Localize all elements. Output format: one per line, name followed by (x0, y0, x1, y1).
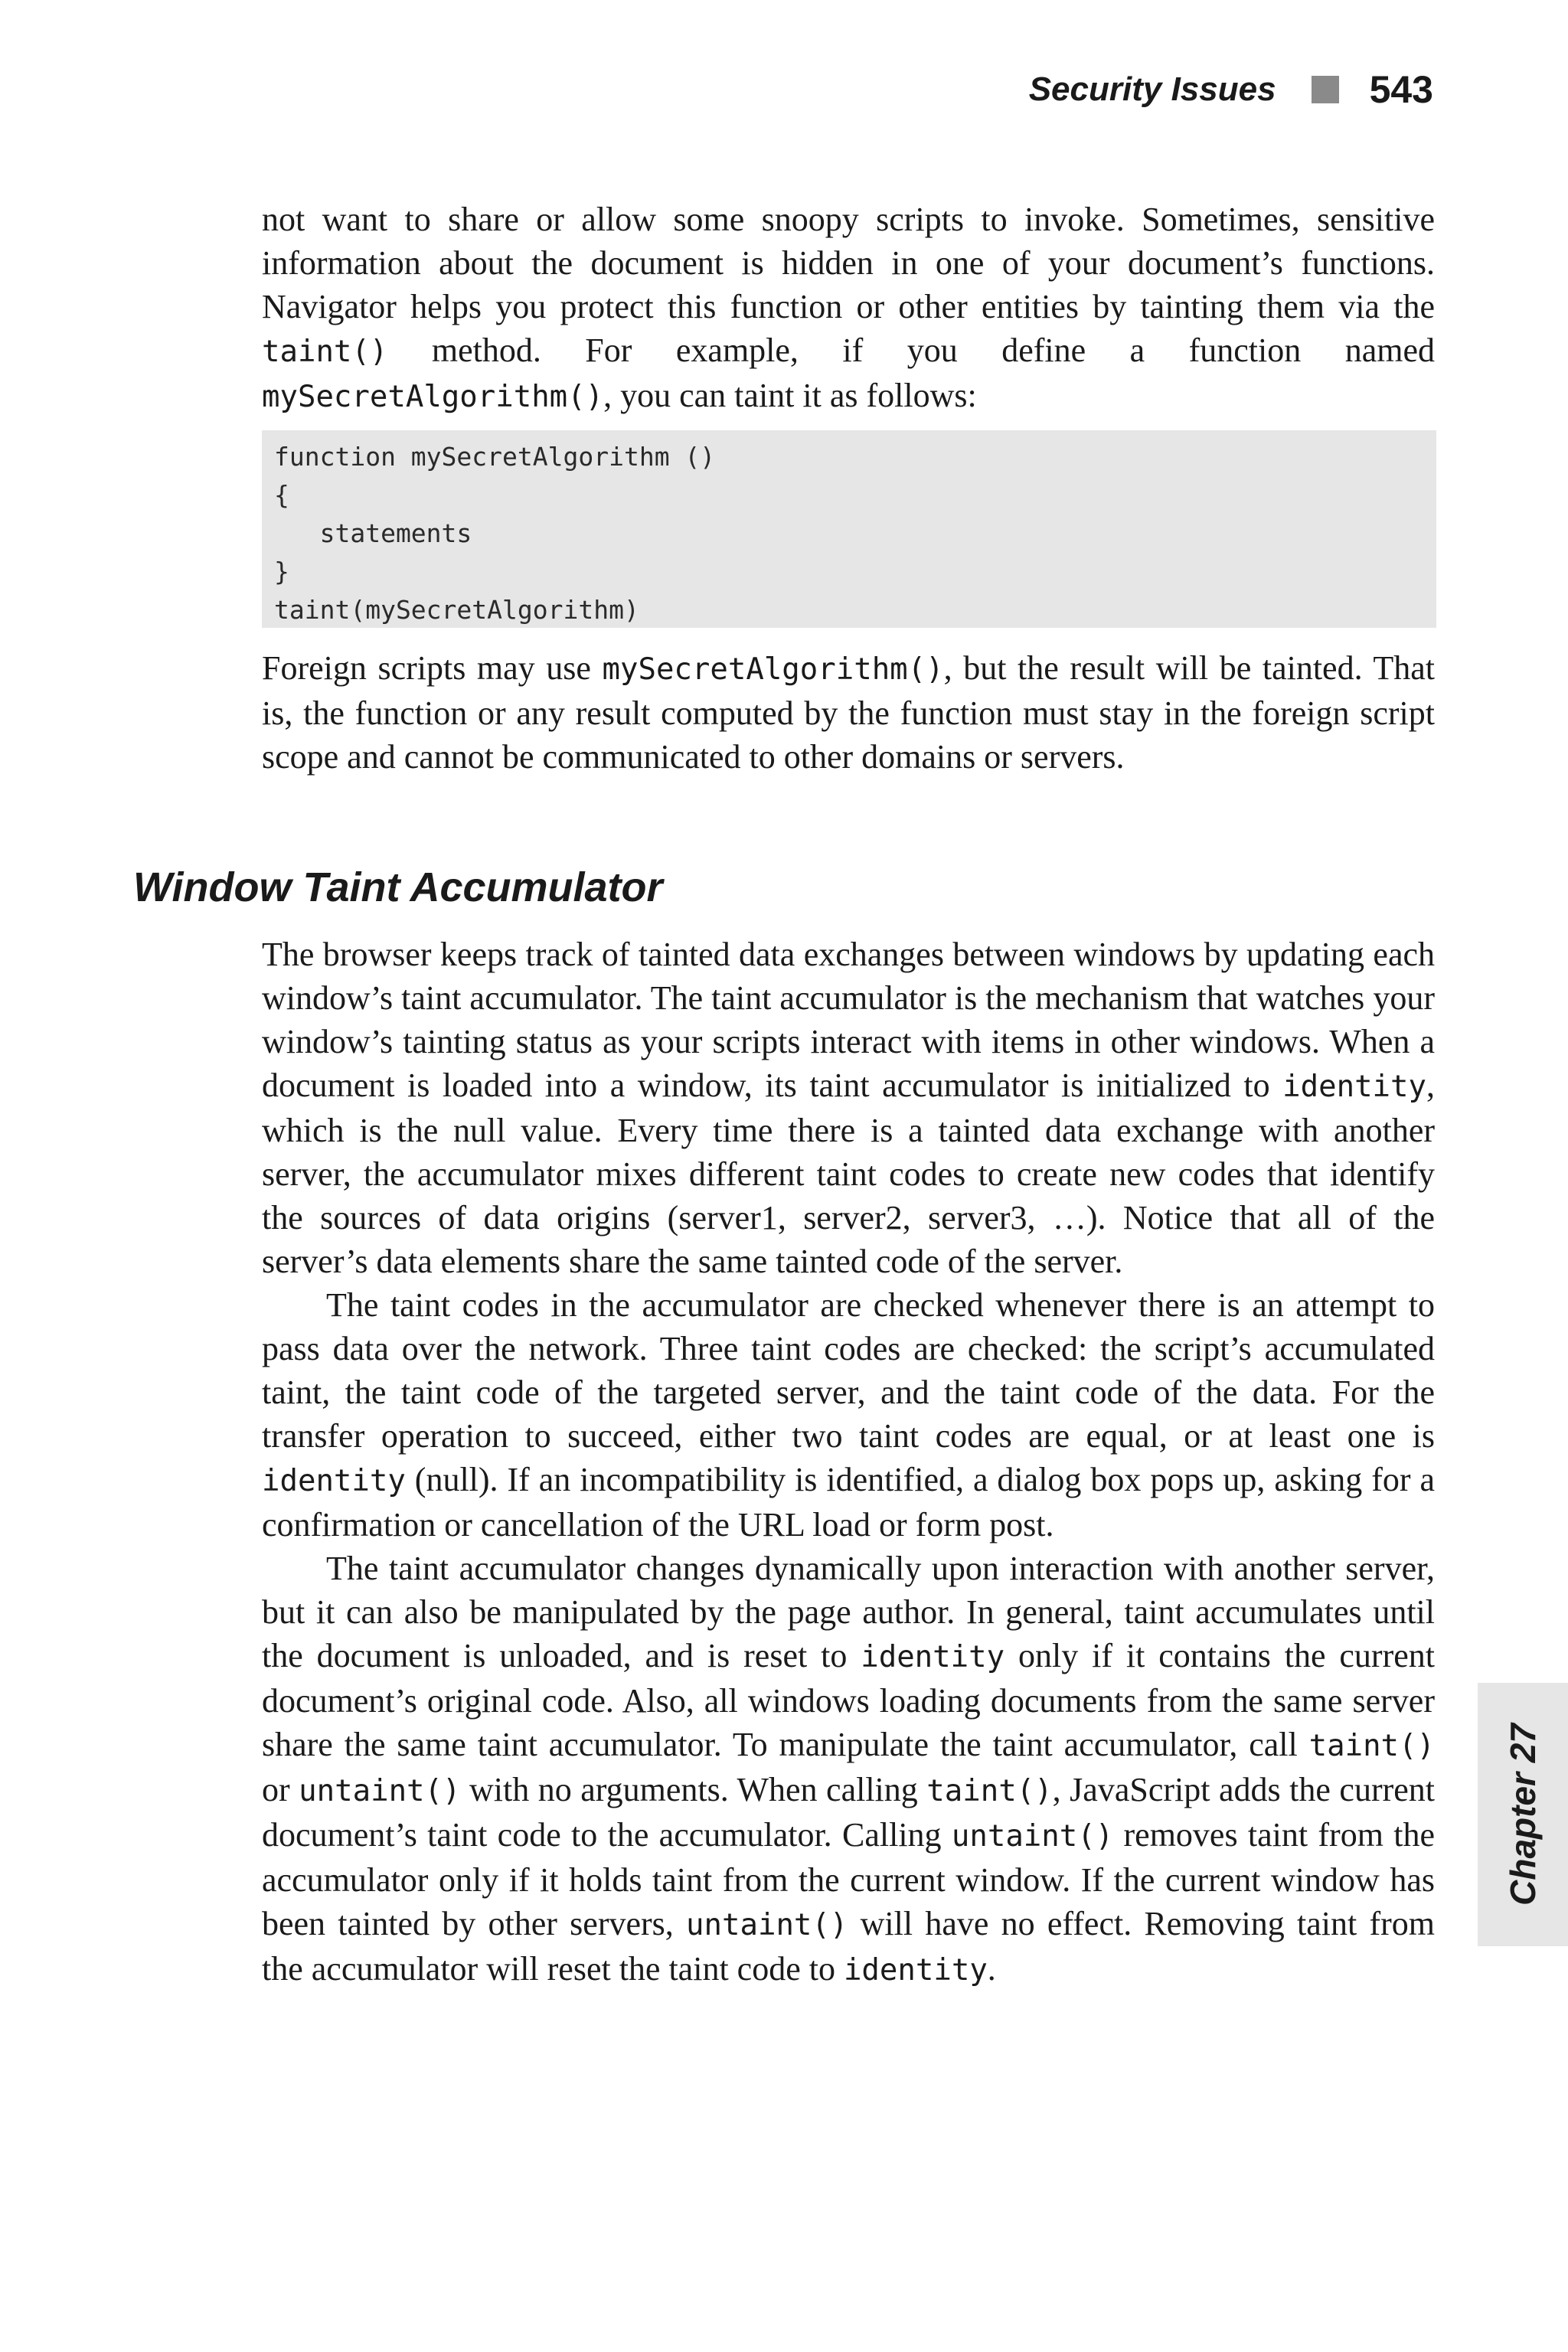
chapter-tab (1478, 1683, 1568, 1946)
code-listing (262, 430, 1436, 628)
code-line: } (274, 557, 289, 586)
inline-code: untaint() (951, 1819, 1114, 1854)
text-run: or (262, 1771, 299, 1808)
section-paragraph-1 (262, 933, 1435, 1283)
text-run: , you can taint it as follows: (603, 377, 977, 414)
text-run: , which is the null value. Every time there is a tainted data exchange with another server, the accumulator mixes different taint codes to create new codes that identify the sources of data origins (server1, server2, server3, …). Notice that all of the server’s data elements share the same tainted code of the server. (262, 1067, 1435, 1280)
inline-code: taint() (262, 335, 388, 369)
text-run: The taint codes in the accumulator are checked whenever there is an attempt to pass data over the network. Three taint codes are checked: the script’s accumulated taint, the taint code of the targeted server, and the taint code of the data. For the transfer operation to succeed, either two taint codes are equal, or at least one is (262, 1286, 1435, 1455)
inline-code: identity (262, 1464, 406, 1498)
text-run: only if it contains the current document’s original code. Also, all windows loading documents from the same server share the same taint accumulator. To manipulate the taint accumulator, call (262, 1637, 1435, 1763)
inline-code: identity (861, 1640, 1005, 1674)
code-line: { (274, 480, 289, 510)
text-run: The taint accumulator changes dynamically upon interaction with another server, but it can also be manipulated by the page author. In general, taint accumulates until the document is unloaded, and is reset to (262, 1550, 1435, 1674)
text-run: (null). If an incompatibility is identified, a dialog box pops up, asking for a confirmation or cancellation of the URL load or form post. (262, 1461, 1435, 1544)
text-run: . (987, 1950, 996, 1988)
after-code-paragraph (262, 646, 1435, 779)
text-run: method. For example, if you define a function named (387, 332, 1435, 369)
text-run: , but the result will be tainted. That is, the function or any result computed by the function must stay in the foreign script scope and cannot be communicated to other domains or servers. (262, 649, 1435, 776)
page-number: 543 (1369, 68, 1433, 111)
text-run: , JavaScript adds the current document’s taint code to the accumulator. Calling (262, 1771, 1436, 1854)
text-run: The browser keeps track of tainted data exchanges between windows by updating each window’s taint accumulator. The taint accumulator is the mechanism that watches your window’s tainting status as your scripts interact with items in other windows. When a document is loaded into a window, its taint accumulator is initialized to (262, 936, 1435, 1104)
running-header-title: Security Issues (1028, 70, 1276, 108)
after-code-text (262, 646, 1435, 779)
chapter-tab-label: Chapter 27 (1503, 1723, 1543, 1906)
inline-code: identity (843, 1953, 988, 1988)
section-heading: Window Taint Accumulator (133, 864, 663, 910)
text-run: not want to share or allow some snoopy scripts to invoke. Sometimes, sensitive information about the document is hidden in one of your document’s functions. Navigator helps you protect this function or other entities by tainting them via the (262, 201, 1435, 325)
header-square-icon (1312, 76, 1339, 103)
inline-code: untaint() (686, 1908, 848, 1942)
inline-code: taint() (1308, 1729, 1435, 1763)
inline-code: taint() (926, 1774, 1053, 1808)
intro-paragraph (262, 198, 1435, 419)
code-line: statements (274, 518, 472, 548)
running-header (1029, 67, 1433, 112)
inline-code: untaint() (299, 1774, 461, 1808)
intro-text (262, 198, 1435, 419)
inline-code: mySecretAlgorithm() (602, 652, 944, 687)
inline-code: mySecretAlgorithm() (262, 380, 604, 414)
inline-code: identity (1282, 1070, 1426, 1104)
text-run: Foreign scripts may use (262, 649, 603, 687)
code-line: function mySecretAlgorithm () (274, 442, 716, 472)
section-paragraph-3 (262, 1547, 1435, 1992)
section-body (262, 933, 1435, 1992)
text-run: removes taint from the accumulator only if it holds taint from the current window. If the current window has been tainted by other servers, (262, 1816, 1436, 1942)
code-line: taint(mySecretAlgorithm) (274, 595, 639, 625)
text-run: with no arguments. When calling (460, 1771, 927, 1808)
section-paragraph-2 (262, 1283, 1435, 1547)
text-run: will have no effect. Removing taint from the accumulator will reset the taint code to (262, 1905, 1435, 1988)
